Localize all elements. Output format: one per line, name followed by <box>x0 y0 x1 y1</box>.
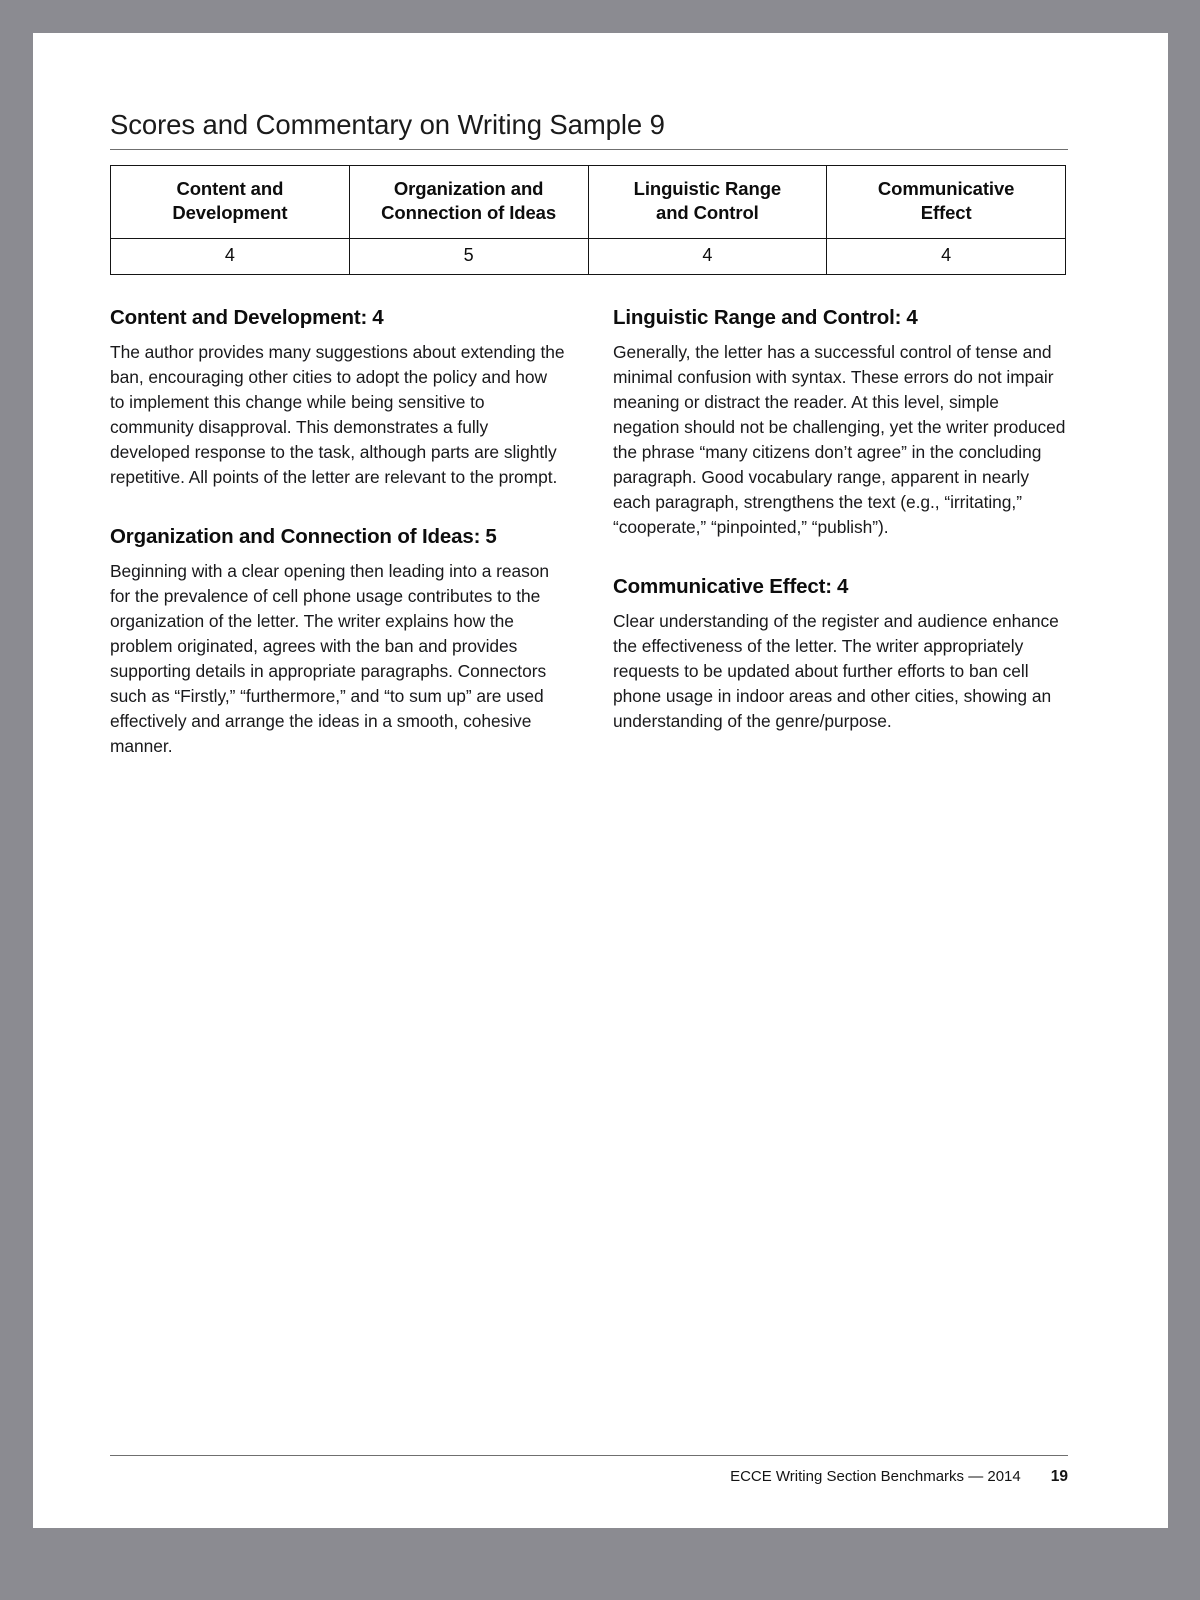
page-footer <box>110 1455 1068 1486</box>
table-header-row <box>111 166 1066 239</box>
section-heading-content-development <box>110 305 565 331</box>
heading-score: 5 <box>485 525 497 548</box>
section-heading-organization-connection <box>110 524 565 550</box>
heading-label: Communicative Effect: <box>613 575 832 599</box>
column-header-linguistic-range <box>588 166 827 239</box>
score-linguistic-range: 4 <box>588 238 827 274</box>
header-line-2: and Control <box>656 202 759 224</box>
page-title: Scores and Commentary on Writing Sample 9 <box>110 109 1068 150</box>
section-heading-linguistic-range <box>613 305 1068 331</box>
footer-page-number: 19 <box>1050 1468 1068 1485</box>
header-line-2: Effect <box>920 202 972 224</box>
column-header-communicative-effect <box>827 166 1066 239</box>
heading-score: 4 <box>836 575 849 599</box>
page-content-area <box>110 33 1068 1528</box>
column-header-content-development <box>111 166 350 239</box>
heading-label: Organization and Connection of Ideas: <box>110 525 481 548</box>
scores-table-body <box>111 238 1066 274</box>
footer-text: ECCE Writing Section Benchmarks — 2014 <box>730 1468 1021 1485</box>
section-body-organization-connection: Beginning with a clear opening then leading into a reason for the prevalence of cell phone usage contributes to the organization of the letter. The writer explains how the problem originated, agrees with the ban and provides supporting details in appropriate paragraphs. Connectors such as “Firstly,” “furthermore,” and “to sum up” are used effectively and arrange the ideas in a smooth, cohesive manner. <box>110 560 549 757</box>
score-content-development: 4 <box>111 238 350 274</box>
section-body-communicative-effect: Clear understanding of the register and audience enhance the effectiveness of the letter. The writer appropriately requests to be updated about further efforts to ban cell phone usage in indoor areas and other cities, showing an understanding of the genre/purpose. <box>613 610 1059 731</box>
column-header-organization-connection <box>349 166 588 239</box>
section-communicative-effect <box>613 574 1068 734</box>
section-organization-connection <box>110 524 565 759</box>
score-communicative-effect: 4 <box>827 238 1066 274</box>
section-heading-communicative-effect <box>613 574 1068 600</box>
scores-table-head <box>111 166 1066 239</box>
section-body-linguistic-range: Generally, the letter has a successful control of tense and minimal confusion with syntax. These errors do not impair meaning or distract the reader. At this level, simple negation should not be challenging, yet the writer produced the phrase “many citizens don’t agree” in the concluding paragraph. Good vocabulary range, apparent in nearly each paragraph, strengthens the text (e.g., “irritating,” “cooperate,” “pinpointed,” “publish”). <box>613 341 1066 538</box>
header-line-2: Connection of Ideas <box>381 202 557 224</box>
section-body-content-development: The author provides many suggestions about extending the ban, encouraging other cities to adopt the policy and how to implement this change while being sensitive to community disapproval. This demonstrates a fully developed response to the task, although parts are slightly repetitive. All points of the letter are relevant to the prompt. <box>110 341 565 487</box>
heading-score: 4 <box>906 306 918 329</box>
heading-score: 4 <box>372 306 384 329</box>
scores-table <box>110 165 1066 275</box>
header-line-1: Content and <box>176 178 284 199</box>
commentary-columns <box>110 305 1068 759</box>
heading-label: Linguistic Range and Control: <box>613 306 902 329</box>
section-content-development <box>110 305 565 490</box>
heading-label: Content and Development: <box>110 306 368 329</box>
header-line-1: Communicative <box>877 178 1015 199</box>
table-row <box>111 238 1066 274</box>
header-line-2: Development <box>172 202 288 224</box>
header-line-1: Organization and <box>393 178 544 199</box>
header-line-1: Linguistic Range <box>633 178 782 199</box>
score-organization-connection: 5 <box>349 238 588 274</box>
document-page <box>33 33 1168 1528</box>
commentary-column-right <box>613 305 1068 759</box>
commentary-column-left <box>110 305 565 759</box>
section-linguistic-range <box>613 305 1068 540</box>
